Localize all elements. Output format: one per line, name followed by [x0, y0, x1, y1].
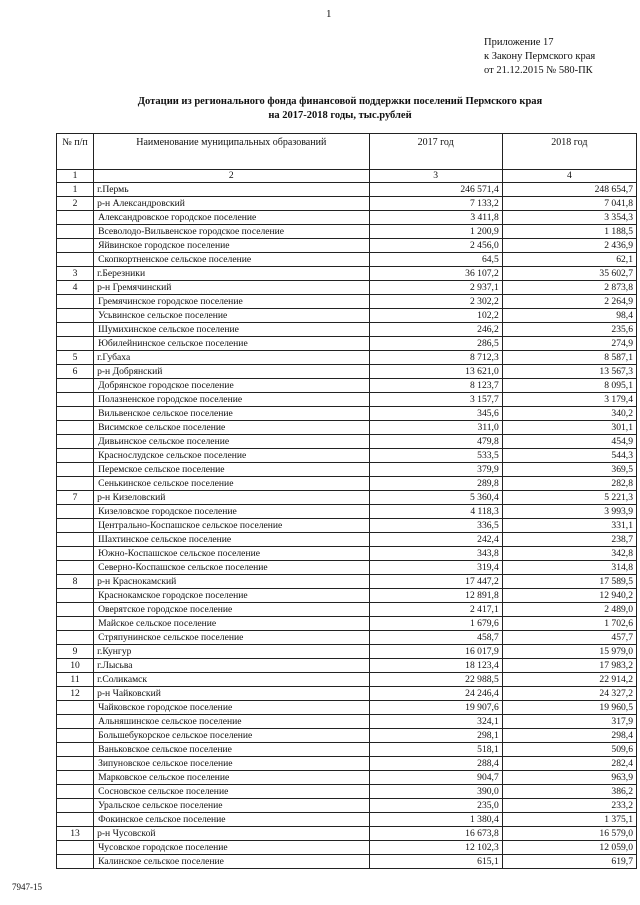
- municipality-name: г.Кунгур: [94, 645, 369, 659]
- value-2017: 102,2: [369, 309, 502, 323]
- row-number: 9: [57, 645, 94, 659]
- table-row: [57, 785, 637, 799]
- value-2018: 317,9: [502, 715, 636, 729]
- table-row: [57, 365, 637, 379]
- table-row: [57, 463, 637, 477]
- table-row: [57, 197, 637, 211]
- row-number: [57, 225, 94, 239]
- value-2017: 343,8: [369, 547, 502, 561]
- table-row: [57, 547, 637, 561]
- table-row: [57, 631, 637, 645]
- value-2017: 533,5: [369, 449, 502, 463]
- value-2017: 379,9: [369, 463, 502, 477]
- row-number: [57, 771, 94, 785]
- value-2018: 235,6: [502, 323, 636, 337]
- value-2017: 18 123,4: [369, 659, 502, 673]
- value-2017: 311,0: [369, 421, 502, 435]
- value-2018: 386,2: [502, 785, 636, 799]
- row-number: [57, 435, 94, 449]
- grants-table: [56, 133, 637, 869]
- value-2017: 235,0: [369, 799, 502, 813]
- municipality-name: р-н Кизеловский: [94, 491, 369, 505]
- value-2018: 314,8: [502, 561, 636, 575]
- table-row: [57, 659, 637, 673]
- municipality-name: Юбилейнинское сельское поселение: [94, 337, 369, 351]
- value-2017: 12 102,3: [369, 841, 502, 855]
- table-row: [57, 281, 637, 295]
- value-2018: 301,1: [502, 421, 636, 435]
- row-number: [57, 379, 94, 393]
- municipality-name: р-н Александровский: [94, 197, 369, 211]
- column-number: 3: [369, 170, 502, 183]
- value-2018: 16 579,0: [502, 827, 636, 841]
- value-2017: 17 447,2: [369, 575, 502, 589]
- value-2018: 35 602,7: [502, 267, 636, 281]
- value-2017: 286,5: [369, 337, 502, 351]
- value-2017: 2 417,1: [369, 603, 502, 617]
- value-2017: 16 673,8: [369, 827, 502, 841]
- table-row: [57, 435, 637, 449]
- municipality-name: Висимское сельское поселение: [94, 421, 369, 435]
- document-title: [40, 95, 640, 123]
- title-line-2: на 2017-2018 годы, тыс.рублей: [268, 110, 412, 121]
- municipality-name: Стряпунинское сельское поселение: [94, 631, 369, 645]
- municipality-name: Чусовское городское поселение: [94, 841, 369, 855]
- municipality-name: Альняшинское сельское поселение: [94, 715, 369, 729]
- municipality-name: Краснослудское сельское поселение: [94, 449, 369, 463]
- value-2017: 13 621,0: [369, 365, 502, 379]
- row-number: [57, 841, 94, 855]
- value-2018: 342,8: [502, 547, 636, 561]
- table-row: [57, 771, 637, 785]
- municipality-name: Сосновское сельское поселение: [94, 785, 369, 799]
- value-2018: 238,7: [502, 533, 636, 547]
- table-row: [57, 183, 637, 197]
- value-2017: 7 133,2: [369, 197, 502, 211]
- value-2018: 12 940,2: [502, 589, 636, 603]
- row-number: [57, 785, 94, 799]
- value-2017: 2 937,1: [369, 281, 502, 295]
- row-number: [57, 813, 94, 827]
- municipality-name: Дивьинское сельское поселение: [94, 435, 369, 449]
- header-2017: 2017 год: [369, 134, 502, 170]
- table-row: [57, 449, 637, 463]
- municipality-name: Центрально-Коспашское сельское поселение: [94, 519, 369, 533]
- value-2018: 963,9: [502, 771, 636, 785]
- table-row: [57, 323, 637, 337]
- row-number: 1: [57, 183, 94, 197]
- row-number: [57, 477, 94, 491]
- table-row: [57, 757, 637, 771]
- municipality-name: г.Лысьва: [94, 659, 369, 673]
- value-2018: 2 264,9: [502, 295, 636, 309]
- row-number: 13: [57, 827, 94, 841]
- municipality-name: Сенькинское сельское поселение: [94, 477, 369, 491]
- title-line-1: Дотации из регионального фонда финансовой поддержки поселений Пермского края: [137, 96, 543, 107]
- value-2018: 3 354,3: [502, 211, 636, 225]
- table-row: [57, 855, 637, 869]
- value-2017: 289,8: [369, 477, 502, 491]
- municipality-name: р-н Краснокамский: [94, 575, 369, 589]
- value-2017: 5 360,4: [369, 491, 502, 505]
- table-row: [57, 351, 637, 365]
- row-number: 11: [57, 673, 94, 687]
- row-number: [57, 701, 94, 715]
- header-num: № п/п: [57, 134, 94, 170]
- table-row: [57, 239, 637, 253]
- appendix-line-2: к Закону Пермского края: [484, 51, 596, 62]
- municipality-name: Марковское сельское поселение: [94, 771, 369, 785]
- value-2017: 16 017,9: [369, 645, 502, 659]
- appendix-line-1: Приложение 17: [484, 37, 554, 48]
- row-number: 10: [57, 659, 94, 673]
- row-number: [57, 211, 94, 225]
- table-row: [57, 309, 637, 323]
- municipality-name: Добрянское городское поселение: [94, 379, 369, 393]
- value-2018: 3 993,9: [502, 505, 636, 519]
- value-2018: 233,2: [502, 799, 636, 813]
- municipality-name: Зипуновское сельское поселение: [94, 757, 369, 771]
- value-2017: 246,2: [369, 323, 502, 337]
- municipality-name: Фокинское сельское поселение: [94, 813, 369, 827]
- table-row: [57, 267, 637, 281]
- municipality-name: р-н Добрянский: [94, 365, 369, 379]
- value-2017: 288,4: [369, 757, 502, 771]
- column-number: 2: [94, 170, 369, 183]
- row-number: [57, 561, 94, 575]
- municipality-name: г.Соликамск: [94, 673, 369, 687]
- table-row: [57, 617, 637, 631]
- table-row: [57, 295, 637, 309]
- value-2017: 4 118,3: [369, 505, 502, 519]
- value-2018: 2 436,9: [502, 239, 636, 253]
- value-2017: 518,1: [369, 743, 502, 757]
- value-2017: 336,5: [369, 519, 502, 533]
- table-row: [57, 393, 637, 407]
- value-2017: 19 907,6: [369, 701, 502, 715]
- value-2018: 5 221,3: [502, 491, 636, 505]
- value-2018: 19 960,5: [502, 701, 636, 715]
- value-2018: 98,4: [502, 309, 636, 323]
- value-2017: 345,6: [369, 407, 502, 421]
- row-number: 4: [57, 281, 94, 295]
- table-header-row: [57, 134, 637, 170]
- value-2018: 1 188,5: [502, 225, 636, 239]
- value-2018: 454,9: [502, 435, 636, 449]
- municipality-name: Гремячинское городское поселение: [94, 295, 369, 309]
- municipality-name: Александровское городское поселение: [94, 211, 369, 225]
- value-2018: 619,7: [502, 855, 636, 869]
- row-number: [57, 421, 94, 435]
- municipality-name: г.Березники: [94, 267, 369, 281]
- value-2018: 544,3: [502, 449, 636, 463]
- municipality-name: Кизеловское городское поселение: [94, 505, 369, 519]
- header-name: Наименование муниципальных образований: [94, 134, 369, 170]
- table-row: [57, 253, 637, 267]
- municipality-name: Майское сельское поселение: [94, 617, 369, 631]
- value-2018: 298,4: [502, 729, 636, 743]
- table-row: [57, 505, 637, 519]
- row-number: [57, 393, 94, 407]
- appendix-reference: [484, 36, 595, 78]
- row-number: [57, 253, 94, 267]
- municipality-name: Краснокамское городское поселение: [94, 589, 369, 603]
- municipality-name: г.Губаха: [94, 351, 369, 365]
- value-2017: 298,1: [369, 729, 502, 743]
- table-row: [57, 519, 637, 533]
- value-2018: 7 041,8: [502, 197, 636, 211]
- value-2018: 1 702,6: [502, 617, 636, 631]
- table-row: [57, 561, 637, 575]
- row-number: [57, 589, 94, 603]
- row-number: [57, 533, 94, 547]
- municipality-name: Усьвинское сельское поселение: [94, 309, 369, 323]
- table-row: [57, 841, 637, 855]
- table-row: [57, 743, 637, 757]
- table-row: [57, 575, 637, 589]
- value-2017: 8 123,7: [369, 379, 502, 393]
- appendix-line-3: от 21.12.2015 № 580-ПК: [484, 65, 593, 76]
- column-number-row: [57, 170, 637, 183]
- value-2018: 62,1: [502, 253, 636, 267]
- value-2018: 13 567,3: [502, 365, 636, 379]
- municipality-name: Вильвенское сельское поселение: [94, 407, 369, 421]
- footer-code: 7947-15: [12, 882, 42, 892]
- municipality-name: Калинское сельское поселение: [94, 855, 369, 869]
- value-2018: 282,4: [502, 757, 636, 771]
- value-2017: 1 200,9: [369, 225, 502, 239]
- value-2017: 242,4: [369, 533, 502, 547]
- table-row: [57, 799, 637, 813]
- table-row: [57, 673, 637, 687]
- table-row: [57, 337, 637, 351]
- municipality-name: Ваньковское сельское поселение: [94, 743, 369, 757]
- value-2017: 64,5: [369, 253, 502, 267]
- value-2017: 36 107,2: [369, 267, 502, 281]
- value-2017: 3 157,7: [369, 393, 502, 407]
- row-number: [57, 449, 94, 463]
- table-row: [57, 421, 637, 435]
- value-2018: 3 179,4: [502, 393, 636, 407]
- value-2018: 340,2: [502, 407, 636, 421]
- row-number: 2: [57, 197, 94, 211]
- municipality-name: Оверятское городское поселение: [94, 603, 369, 617]
- row-number: [57, 547, 94, 561]
- municipality-name: г.Пермь: [94, 183, 369, 197]
- value-2017: 458,7: [369, 631, 502, 645]
- table-row: [57, 645, 637, 659]
- value-2018: 22 914,2: [502, 673, 636, 687]
- municipality-name: р-н Чайковский: [94, 687, 369, 701]
- value-2017: 319,4: [369, 561, 502, 575]
- table-row: [57, 491, 637, 505]
- value-2018: 17 589,5: [502, 575, 636, 589]
- table-row: [57, 225, 637, 239]
- table-row: [57, 407, 637, 421]
- column-number: 1: [57, 170, 94, 183]
- page-number: 1: [326, 8, 332, 20]
- value-2017: 22 988,5: [369, 673, 502, 687]
- municipality-name: р-н Чусовской: [94, 827, 369, 841]
- municipality-name: Южно-Коспашское сельское поселение: [94, 547, 369, 561]
- value-2018: 282,8: [502, 477, 636, 491]
- municipality-name: Полазненское городское поселение: [94, 393, 369, 407]
- value-2017: 246 571,4: [369, 183, 502, 197]
- value-2017: 24 246,4: [369, 687, 502, 701]
- row-number: [57, 855, 94, 869]
- value-2018: 8 587,1: [502, 351, 636, 365]
- municipality-name: р-н Гремячинский: [94, 281, 369, 295]
- table-row: [57, 477, 637, 491]
- row-number: [57, 519, 94, 533]
- value-2018: 15 979,0: [502, 645, 636, 659]
- value-2018: 1 375,1: [502, 813, 636, 827]
- municipality-name: Уральское сельское поселение: [94, 799, 369, 813]
- value-2018: 24 327,2: [502, 687, 636, 701]
- value-2018: 331,1: [502, 519, 636, 533]
- row-number: 3: [57, 267, 94, 281]
- row-number: [57, 799, 94, 813]
- table-row: [57, 211, 637, 225]
- row-number: 8: [57, 575, 94, 589]
- table-row: [57, 813, 637, 827]
- row-number: [57, 715, 94, 729]
- municipality-name: Скопкортненское сельское поселение: [94, 253, 369, 267]
- row-number: [57, 757, 94, 771]
- row-number: 7: [57, 491, 94, 505]
- municipality-name: Шахтинское сельское поселение: [94, 533, 369, 547]
- municipality-name: Яйвинское городское поселение: [94, 239, 369, 253]
- value-2017: 324,1: [369, 715, 502, 729]
- value-2018: 369,5: [502, 463, 636, 477]
- table-row: [57, 603, 637, 617]
- row-number: [57, 729, 94, 743]
- row-number: 6: [57, 365, 94, 379]
- row-number: [57, 407, 94, 421]
- table-row: [57, 701, 637, 715]
- row-number: 5: [57, 351, 94, 365]
- value-2017: 904,7: [369, 771, 502, 785]
- value-2017: 390,0: [369, 785, 502, 799]
- municipality-name: Чайковское городское поселение: [94, 701, 369, 715]
- row-number: [57, 295, 94, 309]
- value-2018: 248 654,7: [502, 183, 636, 197]
- value-2018: 8 095,1: [502, 379, 636, 393]
- value-2017: 1 380,4: [369, 813, 502, 827]
- value-2017: 8 712,3: [369, 351, 502, 365]
- table-row: [57, 729, 637, 743]
- value-2017: 2 456,0: [369, 239, 502, 253]
- row-number: [57, 463, 94, 477]
- table-row: [57, 533, 637, 547]
- value-2017: 1 679,6: [369, 617, 502, 631]
- value-2017: 2 302,2: [369, 295, 502, 309]
- column-number: 4: [502, 170, 636, 183]
- municipality-name: Северно-Коспашское сельское поселение: [94, 561, 369, 575]
- row-number: 12: [57, 687, 94, 701]
- municipality-name: Всеволодо-Вильвенское городское поселение: [94, 225, 369, 239]
- municipality-name: Шумихинское сельское поселение: [94, 323, 369, 337]
- row-number: [57, 337, 94, 351]
- row-number: [57, 743, 94, 757]
- municipality-name: Перемское сельское поселение: [94, 463, 369, 477]
- value-2018: 12 059,0: [502, 841, 636, 855]
- value-2017: 3 411,8: [369, 211, 502, 225]
- row-number: [57, 617, 94, 631]
- row-number: [57, 603, 94, 617]
- header-2018: 2018 год: [502, 134, 636, 170]
- table-row: [57, 379, 637, 393]
- row-number: [57, 309, 94, 323]
- value-2018: 2 489,0: [502, 603, 636, 617]
- row-number: [57, 239, 94, 253]
- value-2018: 509,6: [502, 743, 636, 757]
- table-row: [57, 589, 637, 603]
- row-number: [57, 505, 94, 519]
- table-row: [57, 687, 637, 701]
- table-row: [57, 827, 637, 841]
- value-2017: 12 891,8: [369, 589, 502, 603]
- row-number: [57, 323, 94, 337]
- value-2017: 615,1: [369, 855, 502, 869]
- value-2018: 2 873,8: [502, 281, 636, 295]
- value-2018: 457,7: [502, 631, 636, 645]
- row-number: [57, 631, 94, 645]
- value-2018: 17 983,2: [502, 659, 636, 673]
- table-row: [57, 715, 637, 729]
- value-2017: 479,8: [369, 435, 502, 449]
- value-2018: 274,9: [502, 337, 636, 351]
- municipality-name: Большебукорское сельское поселение: [94, 729, 369, 743]
